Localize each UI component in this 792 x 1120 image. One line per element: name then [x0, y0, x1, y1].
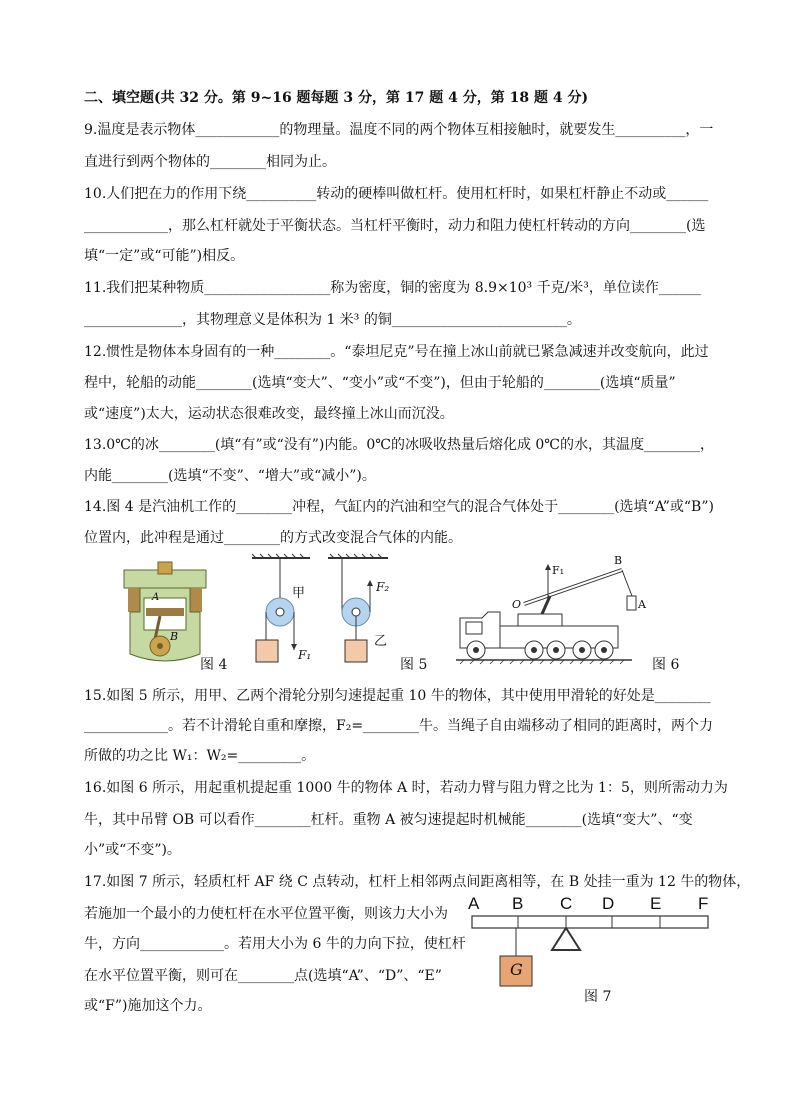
- text-line: 12.惯性是物体本身固有的一种________。“泰坦尼克”号在撞上冰山前就已紧急减速并改变航向，此过: [84, 344, 709, 360]
- figure-7-point-a: A: [468, 894, 480, 913]
- figure-5-label-f1: F₁: [298, 648, 312, 662]
- section-title: 二、填空题(共 32 分。第 9~16 题每题 3 分，第 17 题 4 分，第 18 题 4 分): [84, 90, 589, 106]
- figure-6-caption: 图 6: [652, 657, 680, 673]
- figure-6-label-b: B: [614, 554, 623, 567]
- figure-7-caption: 图 7: [584, 989, 612, 1005]
- text-line: 内能________(选填“不变”、“增大”或“减小”)。: [84, 468, 376, 484]
- text-line: 牛，其中吊臂 OB 可以看作________杠杆。重物 A 被匀速提起时机械能________(选填“变大”、“变: [84, 812, 693, 828]
- text-line: 9.温度是表示物体____________的物理量。温度不同的两个物体互相接触时，就要发生__________，一: [84, 122, 714, 138]
- figure-4-engine: [120, 562, 210, 668]
- text-line: 或“速度”)太大，运动状态很难改变，最终撞上冰山而沉没。: [84, 406, 454, 422]
- figure-5-pulleys: [250, 554, 390, 666]
- figure-4-caption: 图 4: [200, 657, 228, 673]
- text-line: ____________。若不计滑轮自重和摩擦，F₂=________牛。当绳子自由端移动了相同的距离时，两个力: [84, 718, 714, 734]
- figure-7-point-d: D: [602, 894, 615, 913]
- figure-6-crane: [456, 560, 636, 670]
- figure-7-point-e: E: [650, 894, 662, 913]
- figure-6-label-a: A: [638, 598, 646, 611]
- text-line: 若施加一个最小的力使杠杆在水平位置平衡，则该力大小为: [84, 906, 448, 922]
- text-line: 17.如图 7 所示，轻质杠杆 AF 绕 C 点转动，杠杆上相邻两点间距离相等，在 B 处挂一重为 12 牛的物体，: [84, 874, 751, 890]
- figure-6-label-f1: F₁: [552, 564, 565, 577]
- figure-7-point-f: F: [698, 894, 709, 913]
- text-line: 在水平位置平衡，则可在________点(选填“A”、“D”、“E”: [84, 968, 442, 984]
- text-line: 位置内，此冲程是通过________的方式改变混合气体的内能。: [84, 530, 462, 546]
- text-line: 所做的功之比 W₁：W₂=_________。: [84, 748, 316, 764]
- text-line: 小”或“不变”)。: [84, 842, 181, 858]
- figure-5-label-yi: 乙: [374, 634, 388, 649]
- text-line: 填“一定”或“可能”)相反。: [84, 248, 245, 264]
- text-line: 13.0℃的冰________(填“有”或“没有”)内能。0℃的冰吸收热量后熔化成 0℃的水，其温度________，: [84, 437, 714, 453]
- figure-7-point-b: B: [512, 894, 524, 913]
- text-line: ______________，其物理意义是体积为 1 米³ 的铜_________________________。: [84, 312, 581, 328]
- text-line: 15.如图 5 所示，用甲、乙两个滑轮分别匀速提起重 10 牛的物体，其中使用甲滑轮的好处是________: [84, 688, 711, 704]
- text-line: 16.如图 6 所示，用起重机提起重 1000 牛的物体 A 时，若动力臂与阻力臂之比为 1：5，则所需动力为: [84, 780, 728, 796]
- text-line: ____________，那么杠杆就处于平衡状态。当杠杆平衡时，动力和阻力使杠杆转动的方向________(选: [84, 218, 706, 234]
- figure-4-label-b: B: [170, 630, 179, 643]
- figure-4-label-a: A: [152, 592, 160, 603]
- text-line: 程中，轮船的动能________(选填“变大”、“变小”或“不变”)，但由于轮船的________(选填“质量”: [84, 375, 676, 391]
- figure-5-caption: 图 5: [400, 657, 428, 673]
- figure-7-point-c: C: [560, 894, 573, 913]
- figure-5-label-f2: F₂: [376, 580, 390, 594]
- text-line: 直进行到两个物体的________相同为止。: [84, 154, 336, 170]
- text-line: 10.人们把在力的作用下绕__________转动的硬棒叫做杠杆。使用杠杆时，如果杠杆静止不动或______: [84, 186, 709, 202]
- text-line: 14.图 4 是汽油机工作的________冲程，气缸内的汽油和空气的混合气体处于________(选填“A”或“B”): [84, 499, 714, 515]
- figure-6-label-o: O: [512, 598, 522, 611]
- figure-7-lever: [468, 894, 718, 994]
- figure-7-weight-label: G: [510, 960, 523, 979]
- text-line: 牛，方向____________。若用大小为 6 牛的力向下拉，使杠杆: [84, 936, 466, 952]
- text-line: 或“F”)施加这个力。: [84, 998, 212, 1014]
- text-line: 11.我们把某种物质__________________称为密度，铜的密度为 8.9×10³ 千克/米³，单位读作______: [84, 280, 701, 296]
- figure-5-label-jia: 甲: [292, 586, 306, 601]
